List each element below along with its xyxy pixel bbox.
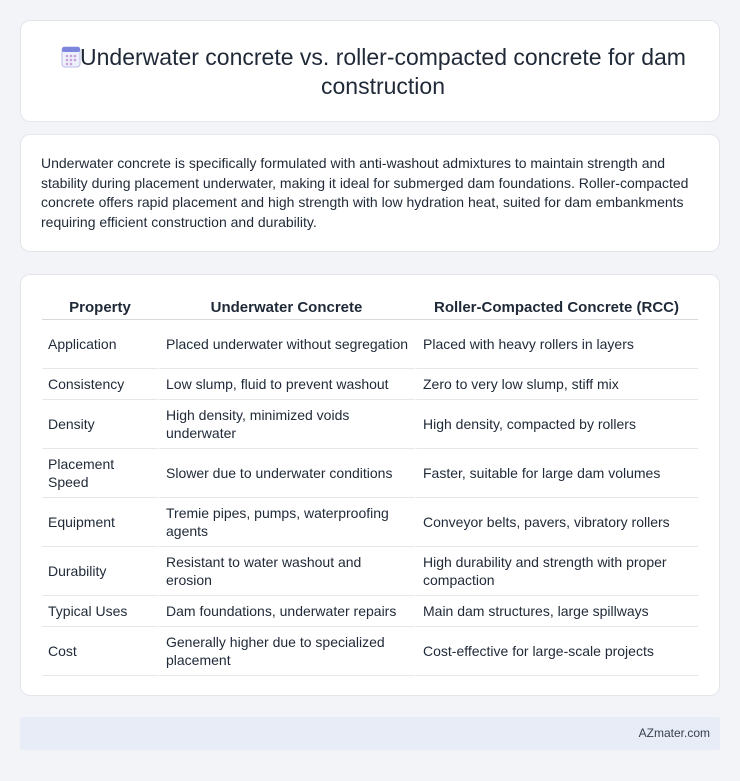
title-card xyxy=(20,20,720,122)
comparison-table xyxy=(42,295,698,676)
row-rcc-value: High density, compacted by rollers xyxy=(415,400,698,449)
table-row xyxy=(42,627,698,676)
row-underwater-value: Low slump, fluid to prevent washout xyxy=(158,369,415,400)
header-rcc: Roller-Compacted Concrete (RCC) xyxy=(415,295,698,320)
row-underwater-value: Generally higher due to specialized placement xyxy=(158,627,415,676)
header-underwater-concrete: Underwater Concrete xyxy=(158,295,415,320)
row-rcc-value: Main dam structures, large spillways xyxy=(415,596,698,627)
row-underwater-value: Dam foundations, underwater repairs xyxy=(158,596,415,627)
row-underwater-value: High density, minimized voids underwater xyxy=(158,400,415,449)
comparison-card xyxy=(20,274,720,696)
row-rcc-value: Conveyor belts, pavers, vibratory rollers xyxy=(415,498,698,547)
row-property: Consistency xyxy=(42,369,158,400)
table-row xyxy=(42,498,698,547)
row-underwater-value: Resistant to water washout and erosion xyxy=(158,547,415,596)
row-underwater-value: Placed underwater without segregation xyxy=(158,320,415,369)
row-property: Typical Uses xyxy=(42,596,158,627)
row-property: Application xyxy=(42,320,158,369)
row-property: Durability xyxy=(42,547,158,596)
page-title: Underwater concrete vs. roller-compacted concrete for dam construction xyxy=(80,44,686,99)
table-row xyxy=(42,369,698,400)
summary-text: Underwater concrete is specifically formulated with anti-washout admixtures to maintain strength and stability during placement underwater, making it ideal for submerged dam foundations. Roller-compacted concrete offers rapid placement and high strength with low hydration heat, suited for dam embankments requiring efficient construction and durability. xyxy=(41,155,689,230)
table-row xyxy=(42,400,698,449)
row-rcc-value: Zero to very low slump, stiff mix xyxy=(415,369,698,400)
table-row xyxy=(42,449,698,498)
row-rcc-value: Placed with heavy rollers in layers xyxy=(415,320,698,369)
header-property: Property xyxy=(42,295,158,320)
table-header-row xyxy=(42,295,698,320)
table-row xyxy=(42,320,698,369)
footer-bar xyxy=(20,717,720,750)
row-underwater-value: Slower due to underwater conditions xyxy=(158,449,415,498)
row-property: Equipment xyxy=(42,498,158,547)
row-rcc-value: High durability and strength with proper compaction xyxy=(415,547,698,596)
table-row xyxy=(42,547,698,596)
row-underwater-value: Tremie pipes, pumps, waterproofing agents xyxy=(158,498,415,547)
row-property: Placement Speed xyxy=(42,449,158,498)
row-rcc-value: Cost-effective for large-scale projects xyxy=(415,627,698,676)
row-rcc-value: Faster, suitable for large dam volumes xyxy=(415,449,698,498)
row-property: Density xyxy=(42,400,158,449)
row-property: Cost xyxy=(42,627,158,676)
footer-site-link[interactable]: AZmater.com xyxy=(638,726,710,740)
table-row xyxy=(42,596,698,627)
summary-card xyxy=(20,134,720,252)
